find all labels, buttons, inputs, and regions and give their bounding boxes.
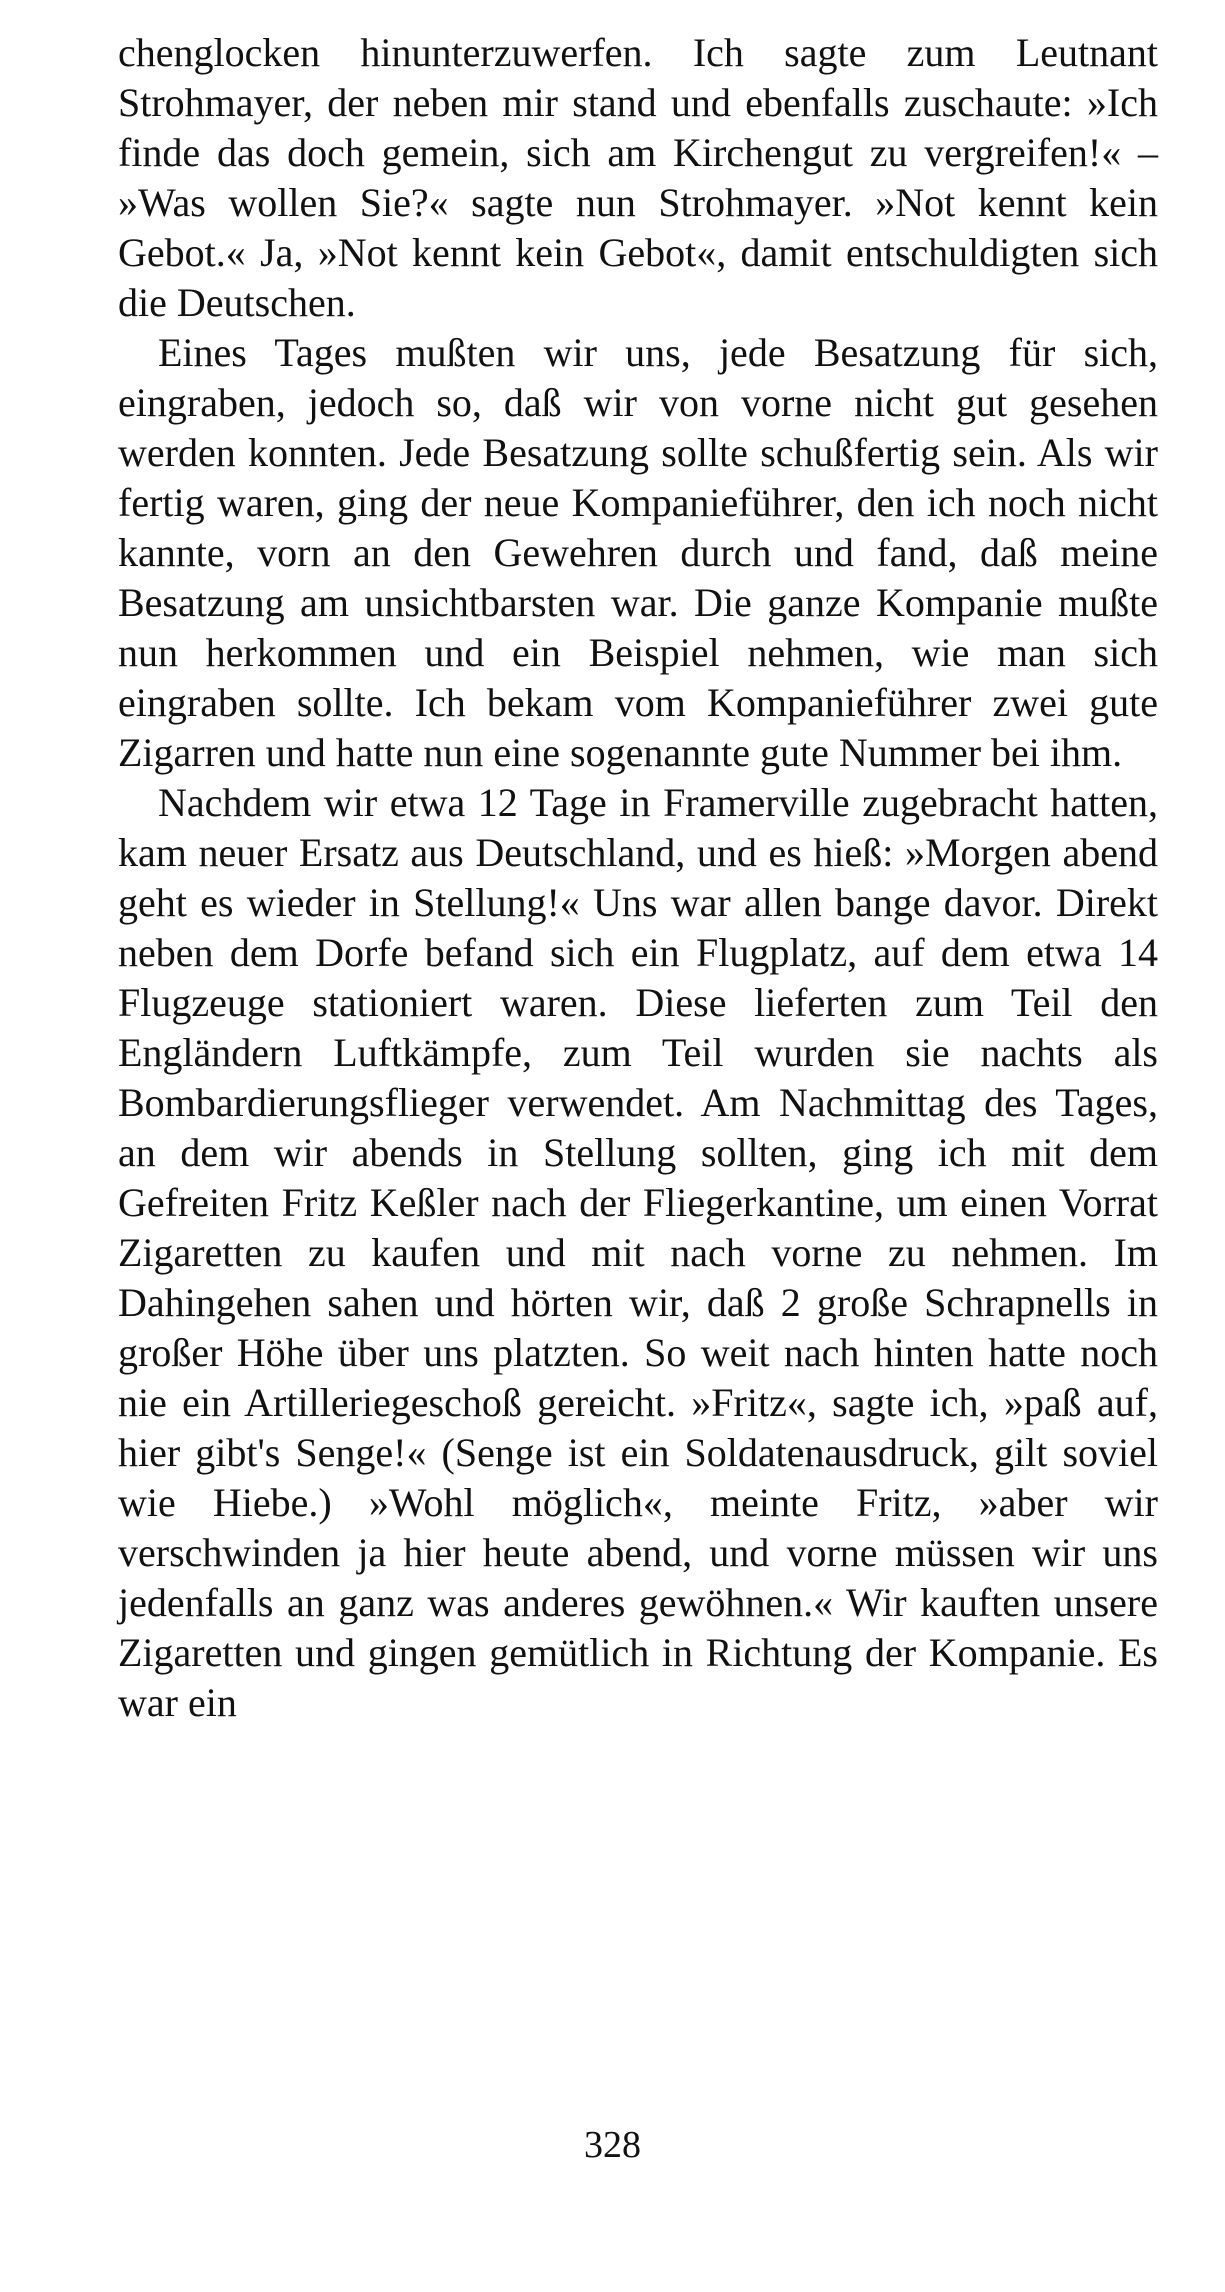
page-number: 328 <box>584 2124 641 2166</box>
paragraph-1: chenglocken hinunterzuwerfen. Ich sagte zum Leutnant Strohmayer, der neben mir stand und ebenfalls zuschaute: »Ich finde das doch gemein, sich am Kirchengut zu vergreifen!« – »Was wollen Sie?« sagte nun Strohmayer. »Not kennt kein Gebot.« Ja, »Not kennt kein Gebot«, damit entschuldigten sich die Deutschen. <box>118 30 1158 325</box>
paragraph-2: Eines Tages mußten wir uns, jede Besatzung für sich, eingraben, jedoch so, daß wir von vorne nicht gut gesehen werden konnten. Jede Besatzung sollte schußfertig sein. Als wir fertig waren, ging der neue Kompanieführer, den ich noch nicht kannte, vorn an den Gewehren durch und fand, daß meine Besatzung am unsichtbarsten war. Die ganze Kompanie mußte nun herkommen und ein Beispiel nehmen, wie man sich eingraben sollte. Ich bekam vom Kompanieführer zwei gute Zigarren und hatte nun eine sogenannte gute Nummer bei ihm. <box>118 330 1158 775</box>
paragraph-3: Nachdem wir etwa 12 Tage in Framerville zugebracht hatten, kam neuer Ersatz aus Deutschland, und es hieß: »Morgen abend geht es wieder in Stellung!« Uns war allen bange davor. Direkt neben dem Dorfe befand sich ein Flugplatz, auf dem etwa 14 Flugzeuge stationiert waren. Diese lieferten zum Teil den Engländern Luftkämpfe, zum Teil wurden sie nachts als Bombardierungsflieger verwendet. Am Nachmittag des Tages, an dem wir abends in Stellung sollten, ging ich mit dem Gefreiten Fritz Keßler nach der Fliegerkantine, um einen Vorrat Zigaretten zu kaufen und mit nach vorne zu nehmen. Im Dahingehen sahen und hörten wir, daß 2 große Schrapnells in großer Höhe über uns platzten. So weit nach hinten hatte noch nie ein Artilleriegeschoß gereicht. »Fritz«, sagte ich, »paß auf, hier gibt's Senge!« (Senge ist ein Soldatenausdruck, gilt soviel wie Hiebe.) »Wohl möglich«, meinte Fritz, »aber wir verschwinden ja hier heute abend, und vorne müssen wir uns jedenfalls an ganz was anderes gewöhnen.« Wir kauften unsere Zigaretten und gingen gemütlich in Richtung der Kompanie. Es war ein <box>118 780 1158 1725</box>
page-body <box>118 28 1158 1728</box>
